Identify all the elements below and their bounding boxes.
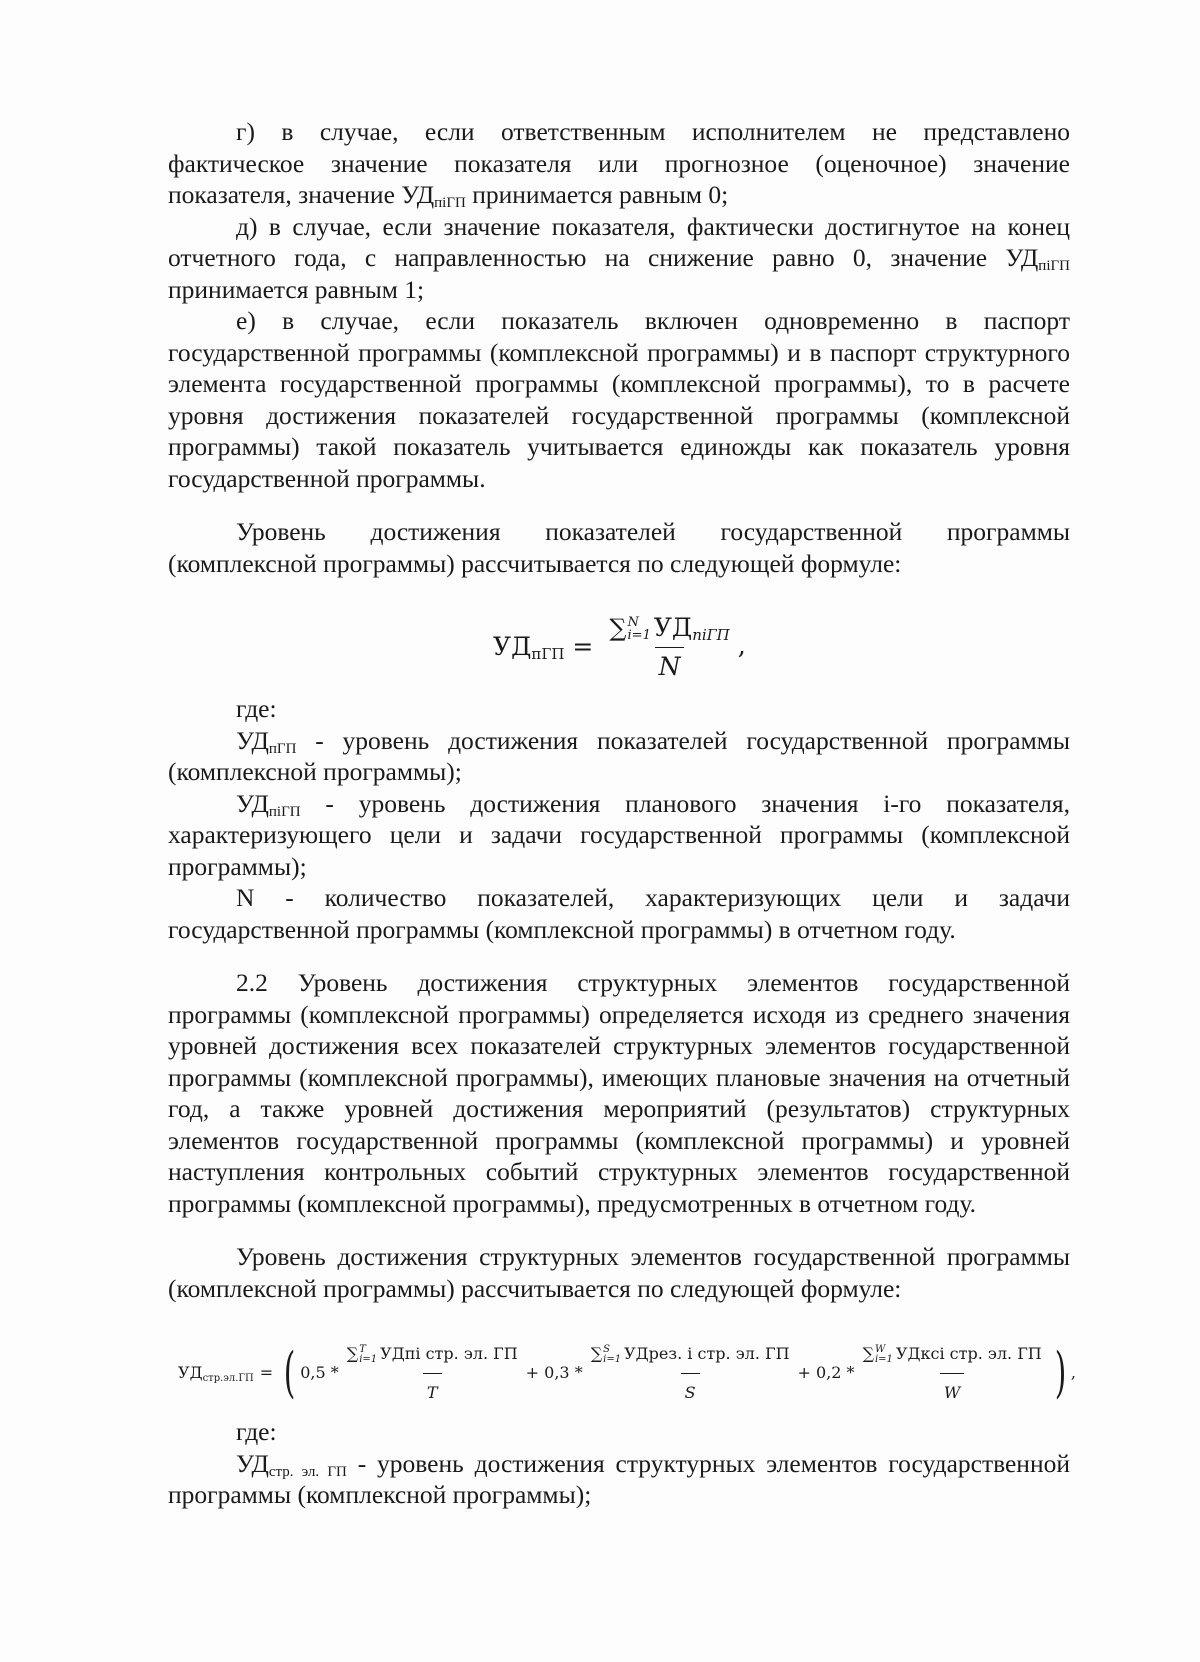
subscript: пiГП <box>1038 258 1070 274</box>
formula1-numerator: ∑ N i=1 $УД_{пiГП}$ <box>609 612 730 644</box>
formula-structural-level <box>168 1330 1076 1416</box>
paragraph-d <box>168 211 1070 306</box>
definition-udstr: $УД_{стр. эл. ГП}$ - уровень достижения структурных элементов государственной программы (комплексной программы); <box>168 1448 1070 1509</box>
formula2-coef1: 0,5 * <box>300 1363 339 1383</box>
paragraph-e: е) в случае, если показатель включен одновременно в паспорт государственной программы (комплексной программы) и в паспорт структурного элемента государственной программы (комплексной программы), то в расчете уровня достижения показателей государственной программы (комплексной программы) такой показатель учитывается единожды как показатель уровня государственной программы. <box>168 306 1070 493</box>
paragraph-g-text: г) в случае, если ответственным исполнителем не представлено фактическое значение показателя или прогнозное (оценочное) значение показателя, значение УД <box>168 117 1070 209</box>
where-label-2: где: <box>236 1417 277 1446</box>
level2-intro: Уровень достижения структурных элементов государственной программы (комплексной программы) рассчитывается по следующей формуле: <box>168 1242 1070 1303</box>
formula2-coef2: + 0,3 * <box>525 1363 583 1383</box>
formula2-term2: ∑ S i=1 УДрез. i стр. эл. ГП S <box>587 1338 794 1408</box>
page-content <box>168 116 1076 1511</box>
formula1-comma: , <box>737 631 746 662</box>
sum-upper: N <box>627 615 639 630</box>
formula1-denominator: N <box>655 647 685 683</box>
formula2-open-paren: ( <box>283 1341 296 1404</box>
formula2-comma: , <box>1070 1363 1076 1383</box>
formula1-fraction <box>605 612 733 683</box>
where-label-1: где: <box>236 694 277 723</box>
formula2-term1: ∑ T i=1 УДпi стр. эл. ГП T <box>343 1338 522 1408</box>
paragraph-g-end: принимается равным 0; <box>465 180 729 209</box>
formula2-lhs: $УД_{стр.эл.ГП}$ <box>178 1363 254 1385</box>
formula1-lhs: $УД_{пГП}$ <box>493 632 565 664</box>
formula2-coef3: + 0,2 * <box>797 1363 855 1383</box>
formula2-close-paren: ) <box>1054 1341 1067 1404</box>
paragraph-g <box>168 116 1070 211</box>
formula2-term3: ∑ W i=1 УДксi стр. эл. ГП W <box>859 1338 1046 1408</box>
formula1-equals: = <box>572 632 594 662</box>
sum-sign: ∑ <box>609 613 627 642</box>
paragraph-d-end: принимается равным 1; <box>168 274 425 304</box>
paragraph-2-2: 2.2 Уровень достижения структурных элементов государственной программы (комплексной программы) определяется исходя из среднего значения уровней достижения всех показателей структурных элементов государственной программы (комплексной программы), имеющих плановые значения на отчетный год, а также уровней достижения мероприятий (результатов) структурных элементов государственной программы (комплексной программы) и уровней наступления контрольных событий структурных элементов государственной программы (комплексной программы), предусмотренных в отчетном году. <box>168 968 1070 1218</box>
formula-gp-level <box>168 601 1070 693</box>
subscript: пiГП <box>434 195 466 211</box>
paragraph-d-text: д) в случае, если значение показателя, фактически достигнутое на конец отчетного года, с направленностью на снижение равно 0, значение УД <box>168 211 1070 272</box>
formula2-equals: = <box>259 1363 274 1383</box>
level1-intro: Уровень достижения показателей государственной программы (комплексной программы) рассчитывается по следующей формуле: <box>168 517 1070 578</box>
definition-udpgp: $УД_{пГП}$ - уровень достижения показателей государственной программы (комплексной программы); <box>168 725 1070 786</box>
definition-udpigp: $УД_{пiГП}$ - уровень достижения планового значения i-го показателя, характеризующего цели и задачи государственной программы (комплексной программы); <box>168 788 1070 881</box>
sum-lower: i=1 <box>627 628 651 643</box>
definition-n: N - количество показателей, характеризующих цели и задачи государственной программы (комплексной программы) в отчетном году. <box>168 883 1070 944</box>
